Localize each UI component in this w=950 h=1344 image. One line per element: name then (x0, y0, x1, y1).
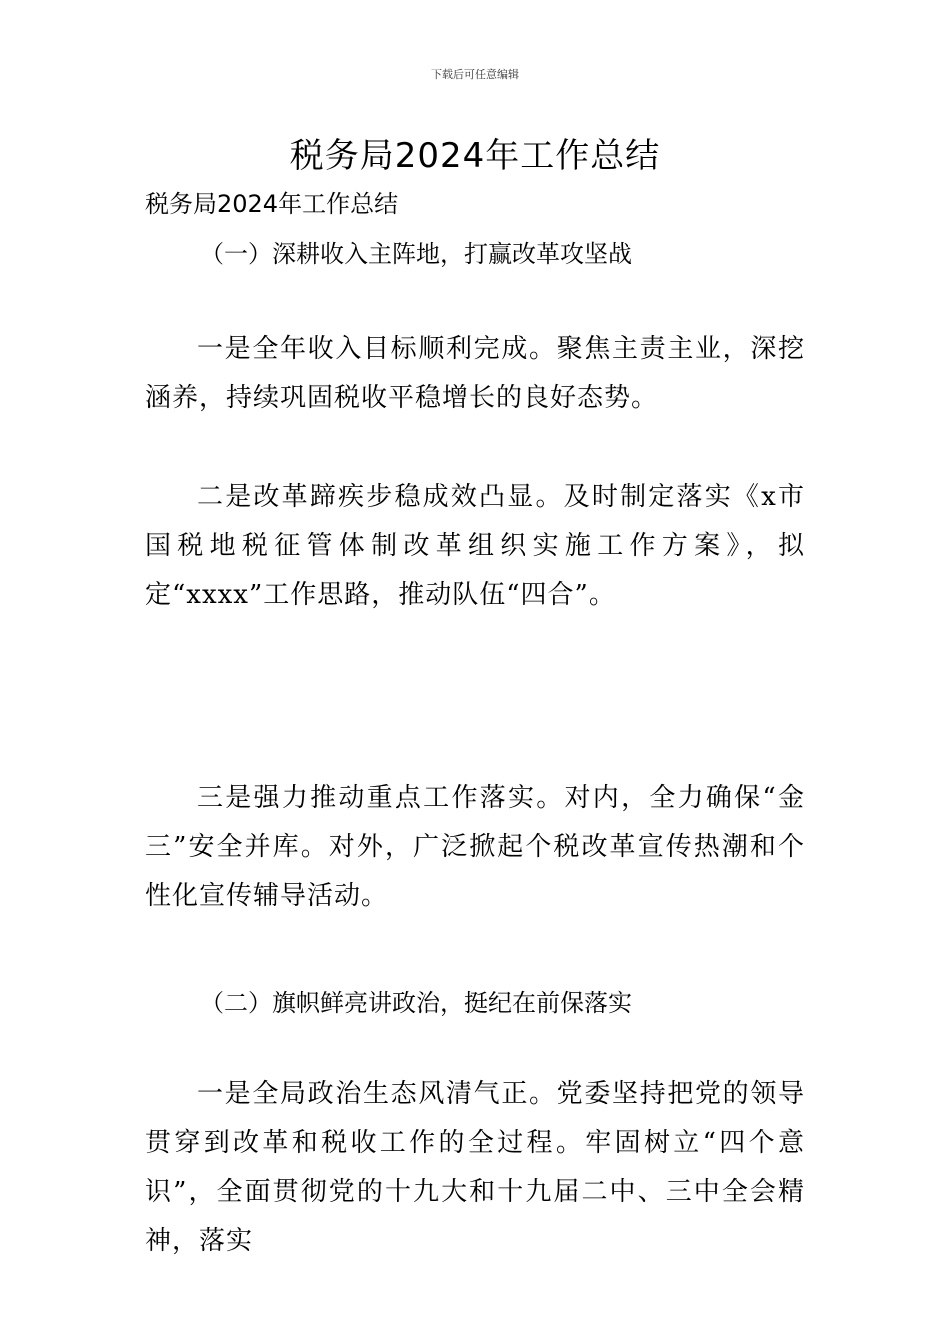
paragraph-2-1: 一是全局政治生态风清气正。党委坚持把党的领导贯穿到改革和税收工作的全过程。牢固树立“四个意识”，全面贯彻党的十九大和十九届二中、三中全会精神，落实 (145, 1079, 805, 1256)
document-subtitle: 税务局2024年工作总结 (145, 190, 399, 218)
document-title: 税务局2024年工作总结 (289, 136, 661, 176)
section-heading-1: （一）深耕收入主阵地，打赢改革攻坚战 (200, 240, 632, 268)
paragraph-1-3: 三是强力推动重点工作落实。对内，全力确保“金三”安全并库。对外，广泛掀起个税改革宣传热潮和个性化宣传辅导活动。 (145, 783, 805, 911)
section-heading-2: （二）旗帜鲜亮讲政治，挺纪在前保落实 (200, 989, 632, 1017)
download-note: 下载后可任意编辑 (431, 68, 519, 81)
paragraph-1-1: 一是全年收入目标顺利完成。聚焦主责主业，深挖涵养，持续巩固税收平稳增长的良好态势。 (145, 334, 805, 413)
paragraph-1-2: 二是改革蹄疾步稳成效凸显。及时制定落实《x市国税地税征管体制改革组织实施工作方案》，拟定“xxxx”工作思路，推动队伍“四合”。 (145, 482, 805, 610)
